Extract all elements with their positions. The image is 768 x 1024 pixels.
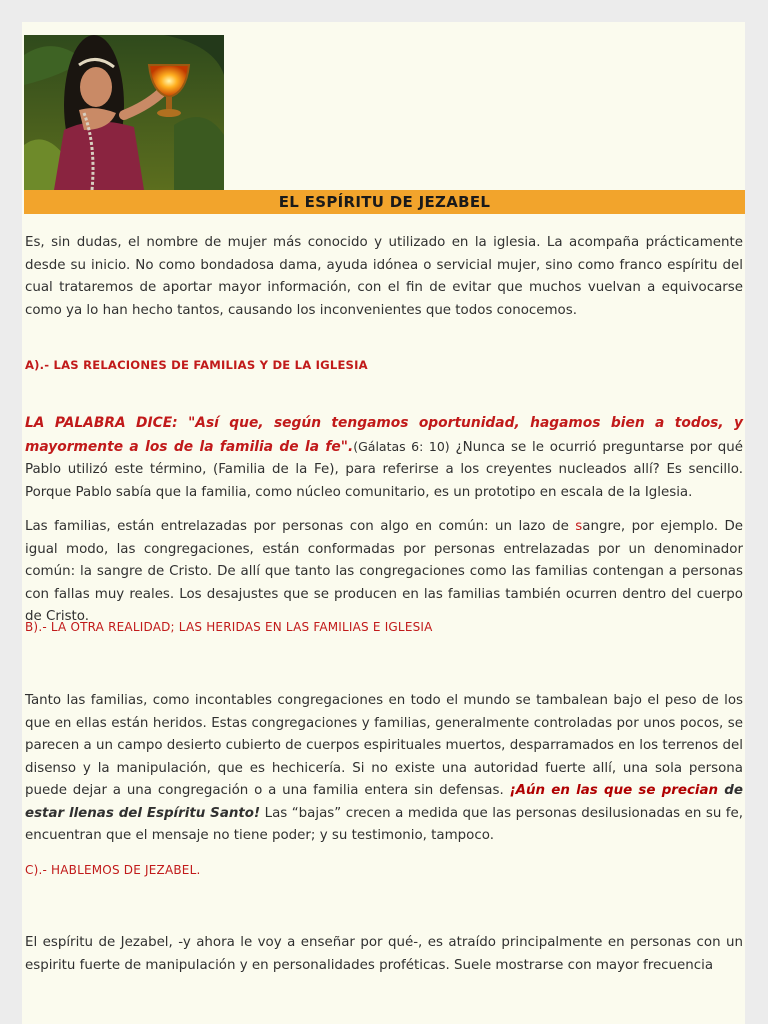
section-heading-b: B).- LA OTRA REALIDAD; LAS HERIDAS EN LAS FAMILIAS E IGLESIA bbox=[25, 620, 433, 634]
section-heading-c: C).- HABLEMOS DE JEZABEL. bbox=[25, 863, 201, 877]
scripture-citation: (Gálatas 6: 10) bbox=[353, 438, 450, 454]
families-paragraph bbox=[25, 516, 743, 629]
scripture-paragraph-text: ¿Nunca se le ocurrió preguntarse por qué Pablo utilizó este término, (Familia de la Fe), para referirse a los creyentes nucleados allí? Es sencillo. Porque Pablo sabía que la familia, como núcleo comunitario, es un prototipo en escala de la Iglesia. bbox=[25, 439, 743, 500]
jezebel-paragraph: El espíritu de Jezabel, -y ahora le voy a enseñar por qué-, es atraído principalmente en personas con un espiritu fuerte de manipulación y en personalidades proféticas. Suele mostrarse con mayor frecuencia bbox=[25, 935, 743, 973]
page-title: EL ESPÍRITU DE JEZABEL bbox=[24, 190, 745, 214]
intro-paragraph: Es, sin dudas, el nombre de mujer más conocido y utilizado en la iglesia. La acompaña prácticamente desde su inicio. No como bondadosa dama, ayuda idónea o servicial mujer, sino como franco espíritu del cual trataremos de aportar mayor información, con el fin de evitar que muchos vuelvan a equivocarse como ya lo han hecho tantos, causando los inconvenientes que todos conocemos. bbox=[25, 235, 743, 318]
jezebel-image bbox=[24, 35, 224, 190]
wounded-paragraph-end: Las “bajas” crecen a medida que las personas desilusionadas en su fe, encuentran que el mensaje no tiene poder; y su testimonio, tampoco. bbox=[25, 805, 744, 843]
document-page bbox=[22, 22, 745, 1024]
families-paragraph-start: Las familias, están entrelazadas por personas con algo en común: un lazo de bbox=[25, 519, 576, 534]
section-heading-a: A).- LAS RELACIONES DE FAMILIAS Y DE LA IGLESIA bbox=[25, 358, 368, 372]
emphasis-black: de estar llenas del Espíritu Santo! bbox=[25, 783, 743, 821]
jezebel-illustration bbox=[24, 35, 224, 190]
scripture-paragraph bbox=[25, 412, 743, 504]
wounded-paragraph bbox=[25, 690, 743, 848]
wounded-paragraph-start: Tanto las familias, como incontables congregaciones en todo el mundo se tambalean bajo el peso de los que en ellas están heridos. Estas congregaciones y familias, generalmente controladas por unos pocos, se parecen a un campo desierto cubierto de cuerpos espirituales muertos, desparramados en los terrenos del disenso y la manipulación, que es hechicería. Si no existe una autoridad fuerte allí, una sola persona puede dejar a una congregación o a una familia entera sin defensas. bbox=[25, 693, 743, 798]
families-paragraph-end: angre, por ejemplo. De igual modo, las congregaciones, están conformadas por personas entrelazadas por un denominador común: la sangre de Cristo. De allí que tanto las congregaciones como las familias contengan a personas con fallas muy reales. Los desajustes que se producen en las familias también ocurren dentro del cuerpo de Cristo. bbox=[25, 519, 743, 624]
red-letter: s bbox=[575, 519, 583, 534]
scripture-quote: LA PALABRA DICE: "Así que, según tengamos oportunidad, hagamos bien a todos, y mayormente a los de la familia de la fe". bbox=[25, 415, 743, 455]
emphasis-red: ¡Aún en las que se precian bbox=[509, 783, 719, 798]
